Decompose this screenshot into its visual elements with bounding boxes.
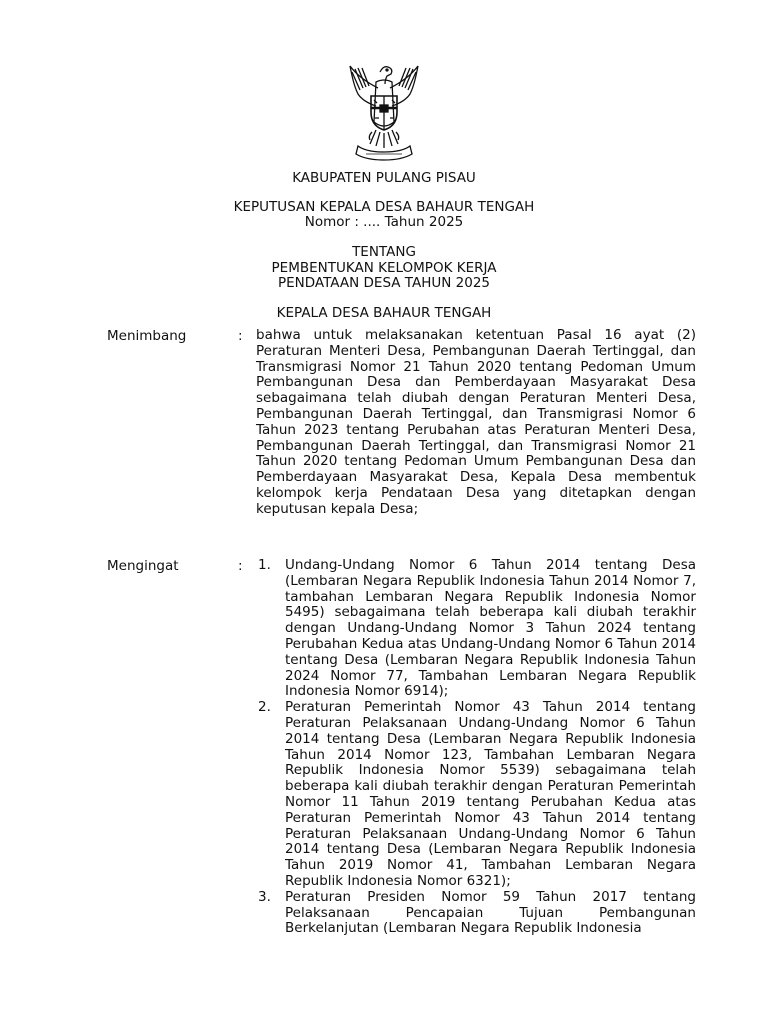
decree-title: KEPUTUSAN KEPALA DESA BAHAUR TENGAH bbox=[233, 199, 535, 215]
list-item-text: Peraturan Presiden Nomor 59 Tahun 2017 tentang Pelaksanaan Pencapaian Tujuan Pembangunan Berkelanjutan (Lembaran Negara Republik Indonesia bbox=[285, 888, 696, 937]
subject-line-2: PENDATAAN DESA TAHUN 2025 bbox=[277, 275, 491, 291]
list-item-text: Undang-Undang Nomor 6 Tahun 2014 tentang Desa (Lembaran Negara Republik Indonesia Tahun 2014 Nomor 7, tambahan Lembaran Negara Republik Indonesia Nomor 5495) sebagaimana telah beberapa kali diubah terakhir dengan Undang-Undang Nomor 3 Tahun 2024 tentang Perubahan Kedua atas Undang-Undang Nomor 6 Tahun 2014 tentang Desa (Lembaran Negara Republik Indonesia Tahun 2024 Nomor 77, Tambahan Lembaran Negara Republik Indonesia Nomor 6914); bbox=[285, 557, 696, 700]
about-label: TENTANG bbox=[352, 244, 416, 260]
garuda-pancasila-emblem-icon bbox=[342, 60, 426, 164]
menimbang-text: bahwa untuk melaksanakan ketentuan Pasal 16 ayat (2) Peraturan Menteri Desa, Pembangunan Daerah Tertinggal, dan Transmigrasi Nomor 21 Tahun 2020 tentang Pedoman Umum Pembangunan Desa dan Pemberdayaan Masyarakat Desa sebagaimana telah diubah dengan Peraturan Menteri Desa, Pembangunan Daerah Tertinggal, dan Transmigrasi Nomor 6 Tahun 2023 tentang Perubahan atas Peraturan Menteri Desa, Pembangunan Daerah Tertinggal, dan Transmigrasi Nomor 21 Tahun 2020 tentang Pedoman Umum Pembangunan Desa dan Pemberdayaan Masyarakat Desa, Kepala Desa membentuk kelompok kerja Pendataan Desa yang ditetapkan dengan keputusan kepala Desa; bbox=[256, 327, 696, 517]
mengingat-colon: : bbox=[238, 558, 243, 574]
regency-name: KABUPATEN PULANG PISAU bbox=[292, 170, 476, 186]
mengingat-label: Mengingat bbox=[107, 558, 179, 574]
menimbang-label: Menimbang bbox=[107, 328, 187, 344]
list-item-text: Peraturan Pemerintah Nomor 43 Tahun 2014 tentang Peraturan Pelaksanaan Undang-Undang Nomor 6 Tahun 2014 tentang Desa (Lembaran Negara Republik Indonesia Tahun 2014 Nomor 123, Tambahan Lembaran Negara Republik Indonesia Nomor 5539) sebagaimana telah beberapa kali diubah terakhir dengan Peraturan Pemerintah Nomor 11 Tahun 2019 tentang Perubahan Kedua atas Peraturan Pemerintah Nomor 43 Tahun 2014 tentang Peraturan Pelaksanaan Undang-Undang Nomor 6 Tahun 2014 tentang Desa (Lembaran Negara Republik Indonesia Tahun 2019 Nomor 41, Tambahan Lembaran Negara Republik Indonesia Nomor 6321); bbox=[285, 699, 696, 889]
decree-number: Nomor : .... Tahun 2025 bbox=[304, 214, 464, 230]
mengingat-list bbox=[256, 558, 696, 937]
list-item bbox=[256, 558, 696, 700]
list-item bbox=[256, 700, 696, 890]
subject-line-1: PEMBENTUKAN KELOMPOK KERJA bbox=[271, 260, 497, 276]
list-item-number: 3. bbox=[258, 888, 271, 905]
list-item-number: 2. bbox=[258, 699, 271, 716]
menimbang-colon: : bbox=[238, 328, 243, 344]
issuer-title: KEPALA DESA BAHAUR TENGAH bbox=[276, 305, 492, 321]
list-item bbox=[256, 890, 696, 937]
list-item-number: 1. bbox=[258, 557, 271, 573]
